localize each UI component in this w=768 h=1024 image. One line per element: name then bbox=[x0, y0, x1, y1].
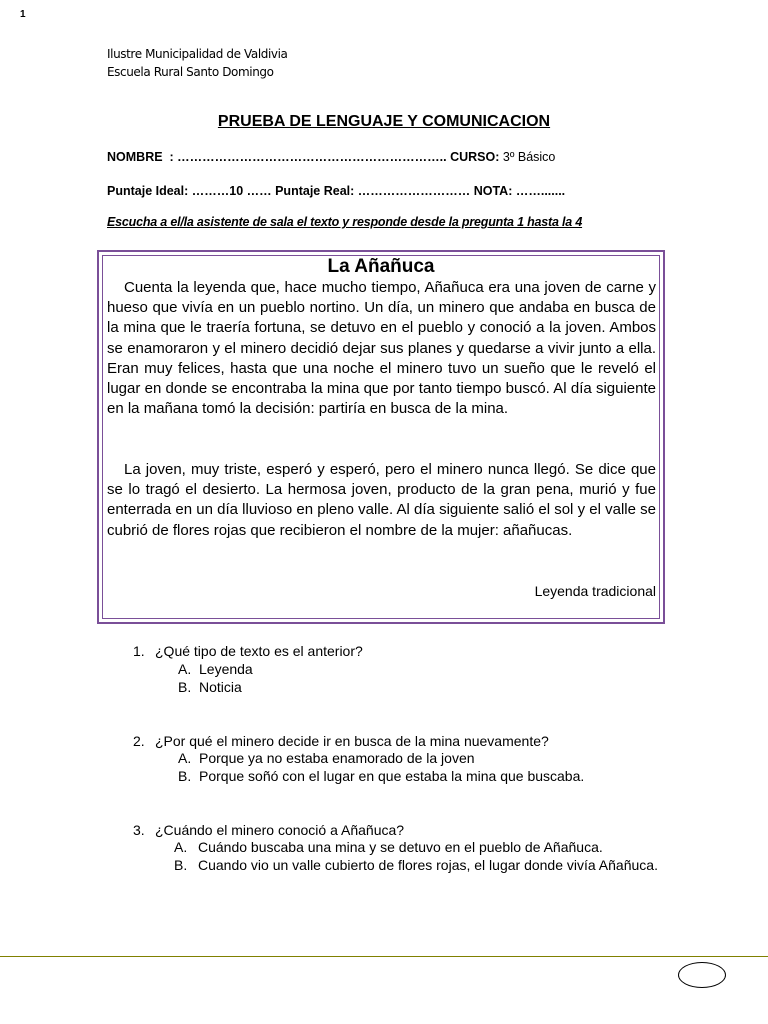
question-text: ¿Cuándo el minero conoció a Añañuca? bbox=[155, 822, 405, 838]
story-title: La Añañuca bbox=[327, 256, 435, 277]
institution-line-1: Ilustre Municipalidad de Valdivia bbox=[107, 47, 288, 61]
question-3 bbox=[133, 821, 404, 839]
option-text: Cuándo buscaba una mina y se detuvo en el pueblo de Añañuca. bbox=[198, 839, 603, 855]
option-b[interactable] bbox=[178, 767, 660, 785]
question-number: 3. bbox=[133, 822, 145, 838]
question-number: 2. bbox=[133, 733, 145, 749]
nombre-field[interactable]: : ……………………………………………………….. bbox=[162, 150, 447, 164]
option-letter: B. bbox=[178, 768, 192, 784]
question-2 bbox=[133, 732, 549, 750]
option-text: Porque ya no estaba enamorado de la joven bbox=[199, 750, 475, 766]
option-letter: A. bbox=[174, 839, 188, 855]
story-source: Leyenda tradicional bbox=[534, 583, 656, 599]
institution-line-2: Escuela Rural Santo Domingo bbox=[107, 65, 274, 79]
curso-value: 3º Básico bbox=[502, 150, 556, 164]
option-b[interactable] bbox=[174, 856, 660, 874]
story-paragraph-1: Cuenta la leyenda que, hace mucho tiempo, Añañuca era una joven de carne y hueso que vivía en un pueblo nortino. Un día, un minero que andaba en busca de la mina que le traería fortuna, se detuvo en el pueblo y conoció a la joven. Ambos se enamoraron y el minero decidió dejar sus planes y quedarse a vivir junto a ella. Eran muy felices, hasta que una noche el minero tuvo un sueño que le reveló el lugar en donde se encontraba la mina que por tanto tiempo buscó. Al día siguiente en la mañana tomó la decisión: partiría en busca de la mina. bbox=[107, 279, 656, 418]
question-2-options bbox=[178, 749, 660, 785]
page-title: PRUEBA DE LENGUAJE Y COMUNICACION bbox=[217, 113, 551, 130]
question-text: ¿Por qué el minero decide ir en busca de la mina nuevamente? bbox=[155, 733, 549, 749]
option-letter: B. bbox=[178, 679, 192, 695]
curso-label: CURSO: bbox=[450, 150, 500, 164]
question-number: 1. bbox=[133, 643, 145, 659]
question-1 bbox=[133, 642, 363, 660]
option-text: Porque soñó con el lugar en que estaba la mina que buscaba. bbox=[199, 768, 585, 784]
footer-divider bbox=[0, 956, 768, 957]
nombre-label: NOMBRE bbox=[107, 150, 163, 164]
question-1-options bbox=[178, 660, 660, 696]
option-text: Cuando vio un valle cubierto de flores rojas, el lugar donde vivía Añañuca. bbox=[198, 857, 658, 873]
story-paragraph-2: La joven, muy triste, esperó y esperó, pero el minero nunca llegó. Se dice que se lo tragó el desierto. La hermosa joven, producto de la gran pena, murió y fue enterrada en un día lluvioso en pleno valle. Al día siguiente salió el sol y el valle se cubrió de flores rojas que recibieron el nombre de la mujer: añañucas. bbox=[107, 461, 656, 539]
option-text: Leyenda bbox=[199, 661, 253, 677]
instruction: Escucha a el/la asistente de sala el texto y responde desde la pregunta 1 hasta la 4 bbox=[107, 215, 583, 229]
score-oval bbox=[678, 962, 726, 988]
option-letter: B. bbox=[174, 857, 188, 873]
page-number: 1 bbox=[20, 9, 26, 20]
nombre-curso-line bbox=[107, 150, 555, 164]
option-a[interactable] bbox=[178, 660, 660, 678]
option-a[interactable] bbox=[178, 749, 660, 767]
option-text: Noticia bbox=[199, 679, 242, 695]
option-a[interactable] bbox=[174, 838, 660, 856]
question-text: ¿Qué tipo de texto es el anterior? bbox=[155, 643, 363, 659]
institution-header bbox=[107, 45, 288, 81]
option-letter: A. bbox=[178, 750, 192, 766]
puntaje-line: Puntaje Ideal: ………10 …… Puntaje Real: ……………………… NOTA: ……....... bbox=[107, 184, 566, 198]
option-b[interactable] bbox=[178, 678, 660, 696]
question-3-options bbox=[174, 838, 660, 874]
option-letter: A. bbox=[178, 661, 192, 677]
